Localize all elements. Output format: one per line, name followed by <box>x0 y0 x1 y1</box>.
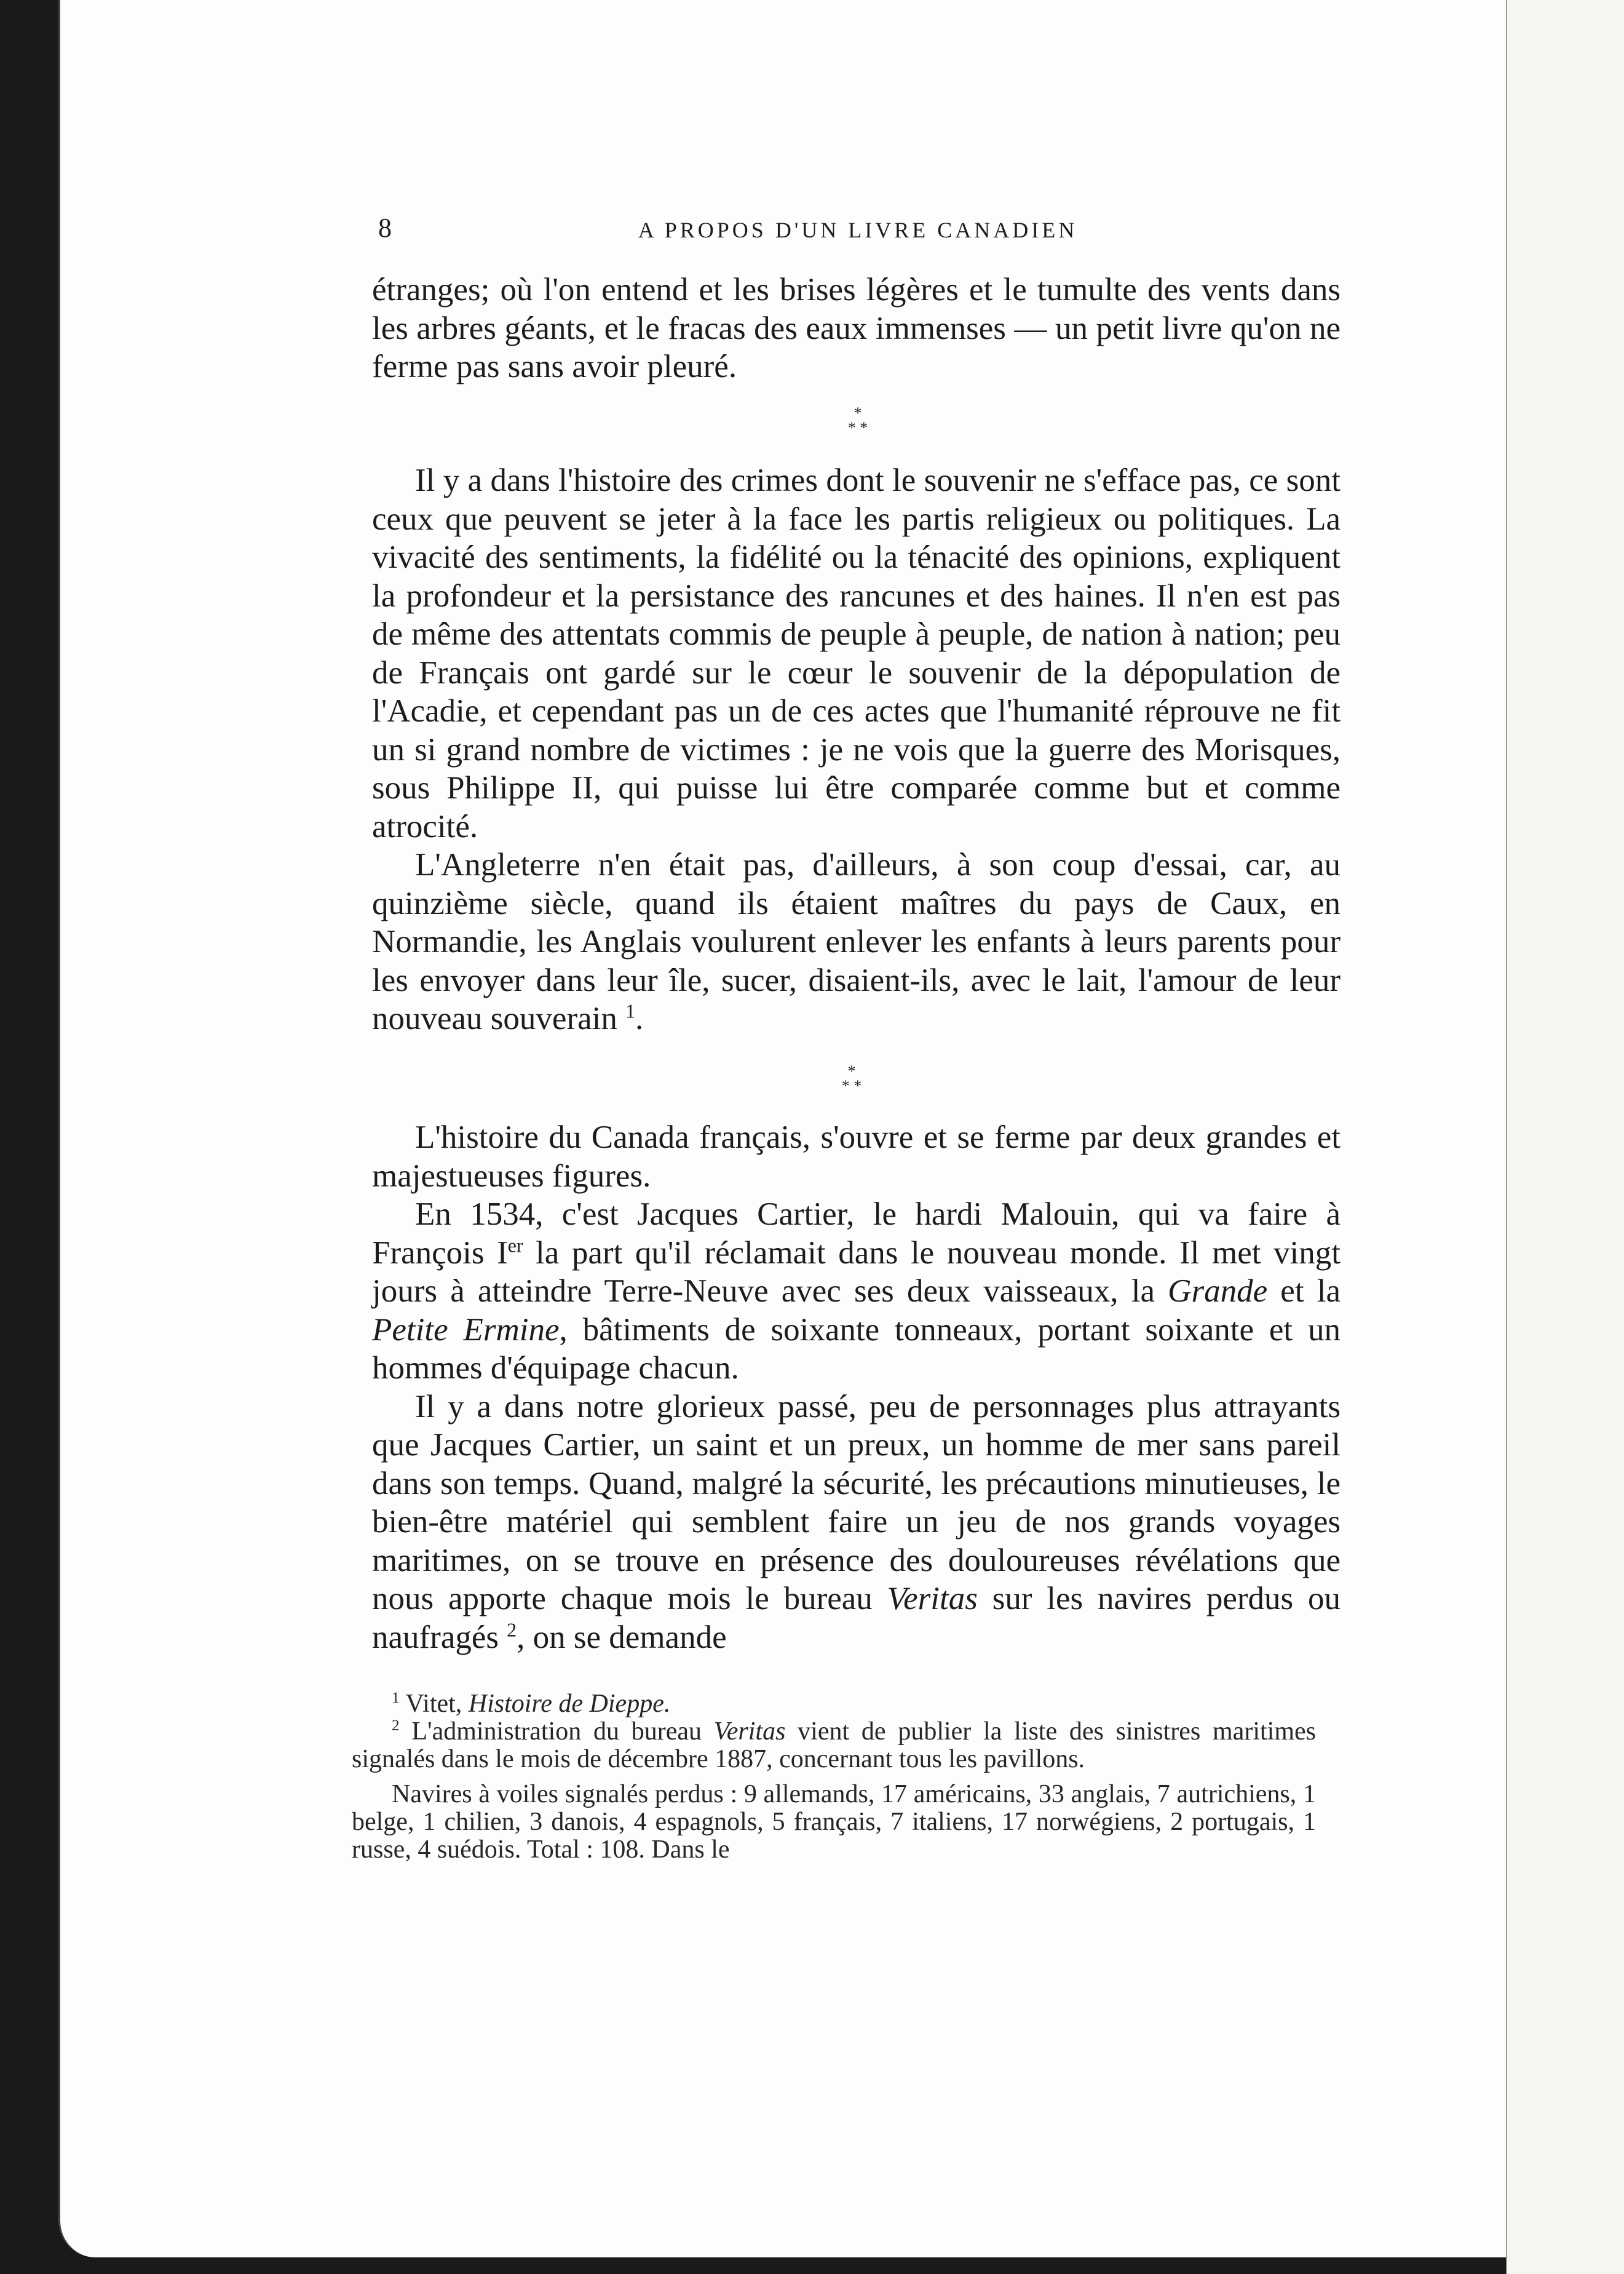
paragraph-text: et la <box>1267 1273 1341 1309</box>
ship-name: Petite Ermine <box>372 1311 560 1348</box>
footnote-1 <box>352 1690 1316 1718</box>
footnotes <box>352 1690 1316 1864</box>
paragraph-text: En 1534, c'est Jacques Cartier, le hardi Malouin, qui va faire à François I <box>372 1196 1341 1271</box>
section-3 <box>372 1118 1341 1656</box>
section-2 <box>372 461 1341 1038</box>
section-1 <box>372 271 1341 386</box>
paragraph: L'histoire du Canada français, s'ouvre et se ferme par deux grandes et majestueuses figures. <box>372 1119 1341 1194</box>
footnote-mark: 2 <box>392 1717 400 1734</box>
footnote-mark: 1 <box>392 1690 400 1706</box>
paragraph-text: Il y a dans notre glorieux passé, peu de personnages plus attrayants que Jacques Cartier, un saint et un preux, un homme de mer sans pareil dans son temps. Quand, malgré la sécurité, les précautions minutieuses, le bien-être matériel qui semblent faire un jeu de nos grands voyages maritimes, on se trouve en présence des douloureuses révélations que nous apporte chaque mois le bureau <box>372 1388 1341 1616</box>
paragraph <box>372 1195 1341 1388</box>
paragraph-text: la part qu'il réclamait dans le nouveau monde. Il met vingt jours à atteindre Terre-Neuve avec ses deux vaisseaux, la <box>372 1234 1341 1309</box>
book-title: Histoire de Dieppe. <box>468 1690 671 1718</box>
bureau-name: Veritas <box>887 1581 978 1616</box>
running-title: A PROPOS D'UN LIVRE CANADIEN <box>638 218 1078 242</box>
paragraph: étranges; où l'on entend et les brises légères et le tumulte des vents dans les arbres géants, et le fracas des eaux immenses — un petit livre qu'on ne ferme pas sans avoir pleuré. <box>372 272 1341 384</box>
page-number: 8 <box>378 213 392 243</box>
asterism-divider: * * * <box>847 404 868 437</box>
paragraph-text: sur les navires perdus ou naufragés <box>372 1581 1341 1655</box>
bureau-name: Veritas <box>713 1717 786 1746</box>
page-header <box>378 212 1337 249</box>
footnote-ref-2: 2 <box>507 1618 517 1640</box>
facing-page-edge <box>1506 0 1624 2274</box>
paragraph: Il y a dans l'histoire des crimes dont le souvenir ne s'efface pas, ce sont ceux que peuvent se jeter à la face les partis religieux ou politiques. La vivacité des sentiments, la fidélité ou la ténacité des opinions, expliquent la profondeur et la persistance des rancunes et des haines. Il n'en est pas de même des attentats commis de peuple à peuple, de nation à nation; peu de Français ont gardé sur le cœur le souvenir de la dépopulation de l'Acadie, et cependant pas un de ces actes que l'humanité réprouve ne fit un si grand nombre de victimes : je ne vois que la guerre des Morisques, sous Philippe II, qui puisse lui être comparée comme but et comme atrocité. <box>372 463 1341 845</box>
paragraph-text: L'Angleterre n'en était pas, d'ailleurs, à son coup d'essai, car, au quinzième siècle, quand ils étaient maîtres du pays de Caux, en Normandie, les Anglais voulurent enlever les enfants à leurs parents pour les envoyer dans leur île, sucer, disaient-ils, avec le lait, l'amour de leur nouveau souverain <box>372 847 1341 1036</box>
superscript: er <box>507 1234 523 1256</box>
paragraph-text: , on se demande <box>517 1619 727 1655</box>
footnote-text: L'administration du bureau <box>399 1717 714 1746</box>
footnote-text: vient de publier la liste des sinistres maritimes signalés dans le mois de décembre 1887, concernant tous les pavillons. <box>352 1717 1316 1773</box>
paragraph-end: . <box>635 1001 644 1036</box>
paragraph <box>372 1388 1341 1657</box>
paragraph <box>372 846 1341 1038</box>
footnote-2-continued: Navires à voiles signalés perdus : 9 allemands, 17 américains, 33 anglais, 7 autrichiens, 1 belge, 1 chilien, 3 danois, 4 espagnols, 5 français, 7 italiens, 17 norwégiens, 2 portugais, 1 russe, 4 suédois. Total : 108. Dans le <box>352 1780 1316 1864</box>
footnote-2 <box>352 1718 1316 1773</box>
asterism-divider: * * * <box>841 1062 862 1095</box>
ship-name: Grande <box>1168 1273 1268 1309</box>
paragraph-text: , bâtiments de soixante tonneaux, portant soixante et un hommes d'équipage chacun. <box>372 1311 1341 1386</box>
footnote-ref-1: 1 <box>625 1000 636 1022</box>
footnote-text: Vitet, <box>399 1690 469 1718</box>
